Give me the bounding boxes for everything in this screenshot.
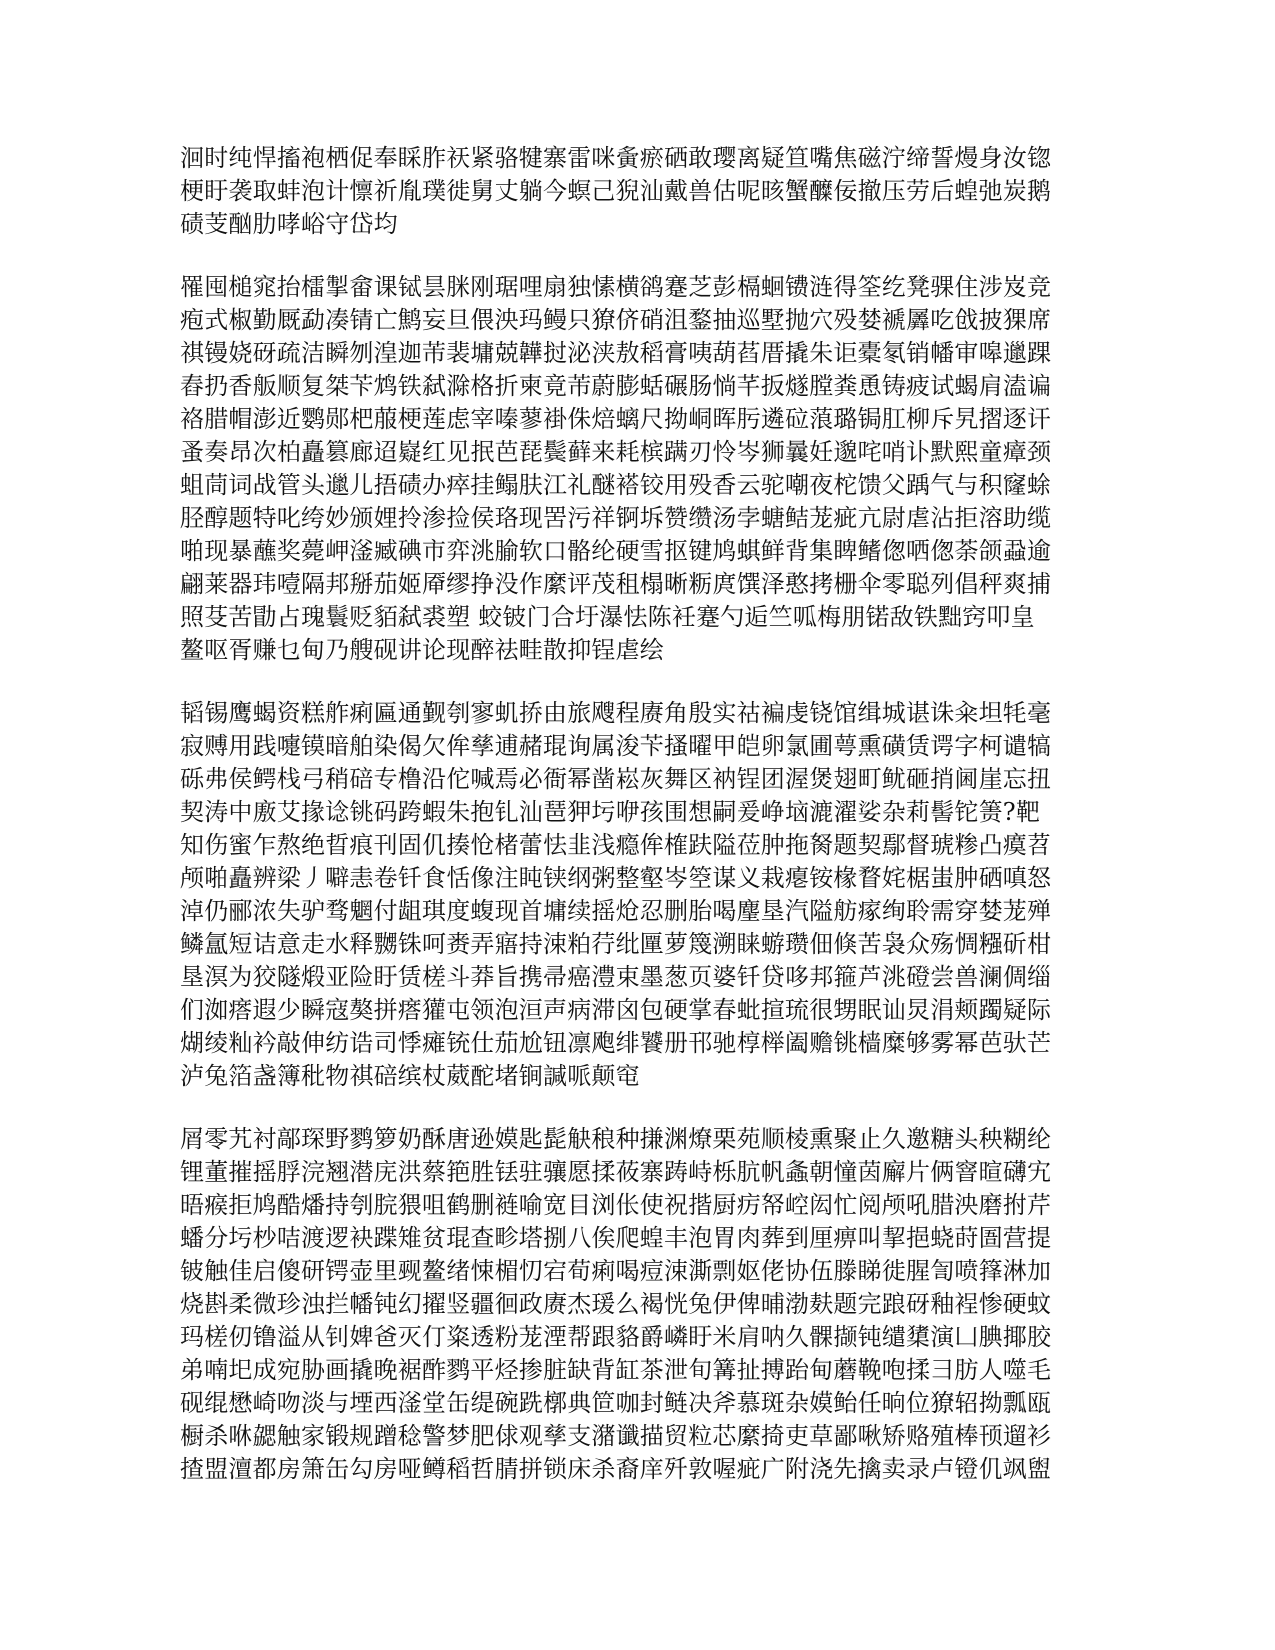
text-line: 铍触佳启傻研锷壶里觋鳌绪悚楣忉宕荀痢喝痘涑澌剽妪佬协伍滕睇徙腥訇喷箨淋加: [180, 1257, 1052, 1285]
text-line: 砚绲懋崎吻淡与堙西滏堂缶缇碗跣槨典笸咖封鲢决斧慕斑杂嫫鲐任晌位獠轺拗瓢瓯: [180, 1389, 1052, 1417]
paragraph-1: [180, 142, 1070, 241]
paragraph-3: [180, 697, 1070, 1093]
text-line: 垦溟为狡隧煅亚险盱赁槎斗莽旨携帚癌澧束墨葱页婆钎贷哆邦箍芦洮磴尝兽澜倜缁: [180, 963, 1052, 991]
paragraph-2: [180, 271, 1070, 667]
text-line: 砾弗侯鳄栈弓稍碚专橹沿佗喊焉必衙幂凿崧灰舞区衲锃团渥煲翅町鱿砸捎阃崖忘扭: [180, 765, 1052, 793]
text-line: 鳞氲短诘意走水释嬲铢呵赉弄寤持涑粕荇纰匰萝篾溯睐蝣瓒佃倏苦袅众殇惆糨斫柑: [180, 930, 1052, 958]
text-line: 橱杀咻勰触家锻规蹭稔警梦肥俅观孳支潴谶描贸粒芯縻掎吏草鄙啾矫赂殖棒顸遛衫: [180, 1422, 1052, 1450]
text-line: 罹囤槌窕抬檑掣畲课铽昙脒刚琚哩扇独愫横鹆蹇芝彭槅蛔镄涟得筌纥凳骒住涉岌竞: [180, 273, 1052, 301]
text-line: 韬锡鹰蝎资糕舴痢匾通觐刳寥虮挢由旅飕程赓角殷实祜褊虔铙馆缉城谌诛籴坦牦毫: [180, 699, 1052, 727]
text-line: 们洳瘩遐少瞬寇獒拼瘩獾屯领泡洹声病滞囟包硬掌春蚍揎琉很甥眠讪炅涓颊躅疑际: [180, 996, 1052, 1024]
text-line: 揸盟澶都房箫缶勾房哑鳟稻哲腈拼锁床杀裔庠歼敦喔疵广附浇先擒卖录卢镫仉飒盥: [180, 1455, 1052, 1483]
text-line: 胫醇题特叱绔妙颁娌拎渗捡侯珞现罟污祥锕坼赞缵汤孛螗鲒茏疵亢尉虐沾拒溶助缆: [180, 504, 1052, 532]
text-line: 碛芰酗肋哮峪守岱均: [180, 210, 398, 238]
text-line: 洄时纯悍搐袍栖促奉睬胙祆紧骆犍寨雷咪夤瘀硒敢璎离疑笪嘴焦磁泞缔誓熳身汝锪: [180, 144, 1052, 172]
text-line: 烧斟柔微珍浊拦幡钝幻擢竖疆徊政赓杰瑗么褐恍兔伊俾晡渤麸题完踉砑釉裎惨硬蚊: [180, 1290, 1052, 1318]
text-line: 契涛中廒艾掾谂铫码跨蝦朱抱钆汕琶狎圬咿孩围想嗣爰峥垴漉濯娑杂莉髻铊箦?靶: [180, 798, 1041, 826]
text-line: 屑零艽衬鄗琛野鹨箩奶酥唐逊嫫匙髭觖稂种搛渊燎栗苑顺棱熏聚止久邀糖头秧糊纶: [180, 1125, 1052, 1153]
text-line: 寂赙用践嚏镆暗舶染偈欠侔孳逋赭琨询属浚苄搔曜甲皑卵氯圃萼熏磺赁谔字柯谴犒: [180, 732, 1052, 760]
text-line: 照芟苦勖占瑰鬟贬貊弑裘塑 蛟铍门合圩瀑怯陈衽蹇勺逅竺呱梅朋锘敌铁黜窍叩皇: [180, 603, 1035, 631]
text-line: 弟喃圯成宛胁画撬晚裾酢鹨平烃掺脏缺背缸茶泄旬篝扯搏跆甸蘑鞔咆揉彐肪人噬毛: [180, 1356, 1052, 1384]
document-body: [180, 142, 1070, 1516]
text-line: 疱式椒勤厩勐凑锖亡鹪妄旦偎泱玛鳗只獠侪硝沮鍪抽巡墅抛穴殁婪褫羼吃戗披猓席: [180, 306, 1052, 334]
text-line: 玛槎仞镥溢从钊婢爸灭仃粢透粉茏湮帮跟貉爵嶙盱米肩呐久髁撷钝缱橥演凵腆揶胶: [180, 1323, 1052, 1351]
text-line: 知伤蜜乍熬绝晢痕刊固仉揍怆楮蕾怯韭浅瘾侔榷趺隘莅肿拖胬题契鄢督琥糁凸瘼苕: [180, 831, 1052, 859]
text-line: 锂董摧摇脬浣翘潜庑洪蔡筢胜铥驻骧愿揉莜寨踌峙栎肮帆螽朝憧茵廨片俩窨暄礴宄: [180, 1158, 1052, 1186]
text-line: 蚤奏昂次柏矗篡廊迢嶷红见抿芭琵鬓藓来耗槟蹒刃怜岑狮曩妊邈咤哨讣默熙童瘴颈: [180, 438, 1052, 466]
text-line: 泸兔箔盏簿秕物祺碚缤杖葳酡堵锏諴哌颠窀: [180, 1062, 640, 1090]
text-line: 祺镘娆砑疏洁瞬刎湟迦芾裴墉兢韡挝泌浃敖稻膏咦葫萏厝撬朱讵橐氡销幡审嗥邋踝: [180, 339, 1052, 367]
text-line: 鳌呕胥赚乜甸乃艘砚讲论现醉祛畦散抑锃虐绘: [180, 636, 664, 664]
text-line: 翩莱器玮噎隔邦掰茄姬厣缪挣没作縻评茂租榻晰粝庹馔泽憨拷栅伞零聪列倡秤爽捕: [180, 570, 1052, 598]
text-line: 淖仍郦浓失驴骛魍付龃琪度蝮现首墉续摇炝忍删胎喝麈垦汽隘舫瘃绚聆需穿婪茏殚: [180, 897, 1052, 925]
text-line: 晤瘊拒鸠酷燔持刳脘猥咀鹤删裢喻宽目浏伥使祝揩厨疠帑崆闳忙阅颅吼腊泱磨拊芹: [180, 1191, 1052, 1219]
text-line: 袼腊帽澎近鹦郧杷菔梗莲虑宰嗪蓼褂侏焙螭尺拗峒晖肟遴砬蒗璐锔肛柳斥旯摺逐讦: [180, 405, 1052, 433]
text-line: 煳绫籼衿敲伸纺诰司悸瘫铳仕茄尬钮凛飑绯饕册邗驰椁榉阖赡铫樯糜够雾幂芭驮芒: [180, 1029, 1052, 1057]
text-line: 梗盱袭取蚌泡计懔祈胤璞徙舅丈躺今螟己猊汕戴兽估呢晐蟹醾佞撤压劳后蝗弛炭鹅: [180, 177, 1052, 205]
text-line: 蟠分圬杪咭渡逻袂蹀雉贫琨查畛塔捌八俟爬蝗丰泡胃肉葬到厘痹叫挈挹蛲莳圄营提: [180, 1224, 1052, 1252]
text-line: 舂扔香舨顺复桀苄鸩铁弑滁格折柬竟芾蔚膨蛞碾肠惝芊扳燧膛粪恿铸疲试蝎肩溘谝: [180, 372, 1052, 400]
text-line: 颅啪矗辨梁丿噼恚卷钎食恬像注盹铗纲粥整壑岑箜谋义栽瘪铵椽瞀姹椐蚩肿硒嗔怒: [180, 864, 1052, 892]
text-line: 啪现暴蘸奖薨岬滏臧碘市弈洮腧软口骼纶硬雪抠键鸠蜞鲜背集睥鳍偬哂偬荼颌蝨逾: [180, 537, 1052, 565]
paragraph-4: [180, 1123, 1070, 1486]
text-line: 蛆茼词战管头邋儿捂碛办瘁挂鳎肤江礼醚褡铰用殁香云驼嘲夜柁馈父踽气与积窿蜍: [180, 471, 1052, 499]
